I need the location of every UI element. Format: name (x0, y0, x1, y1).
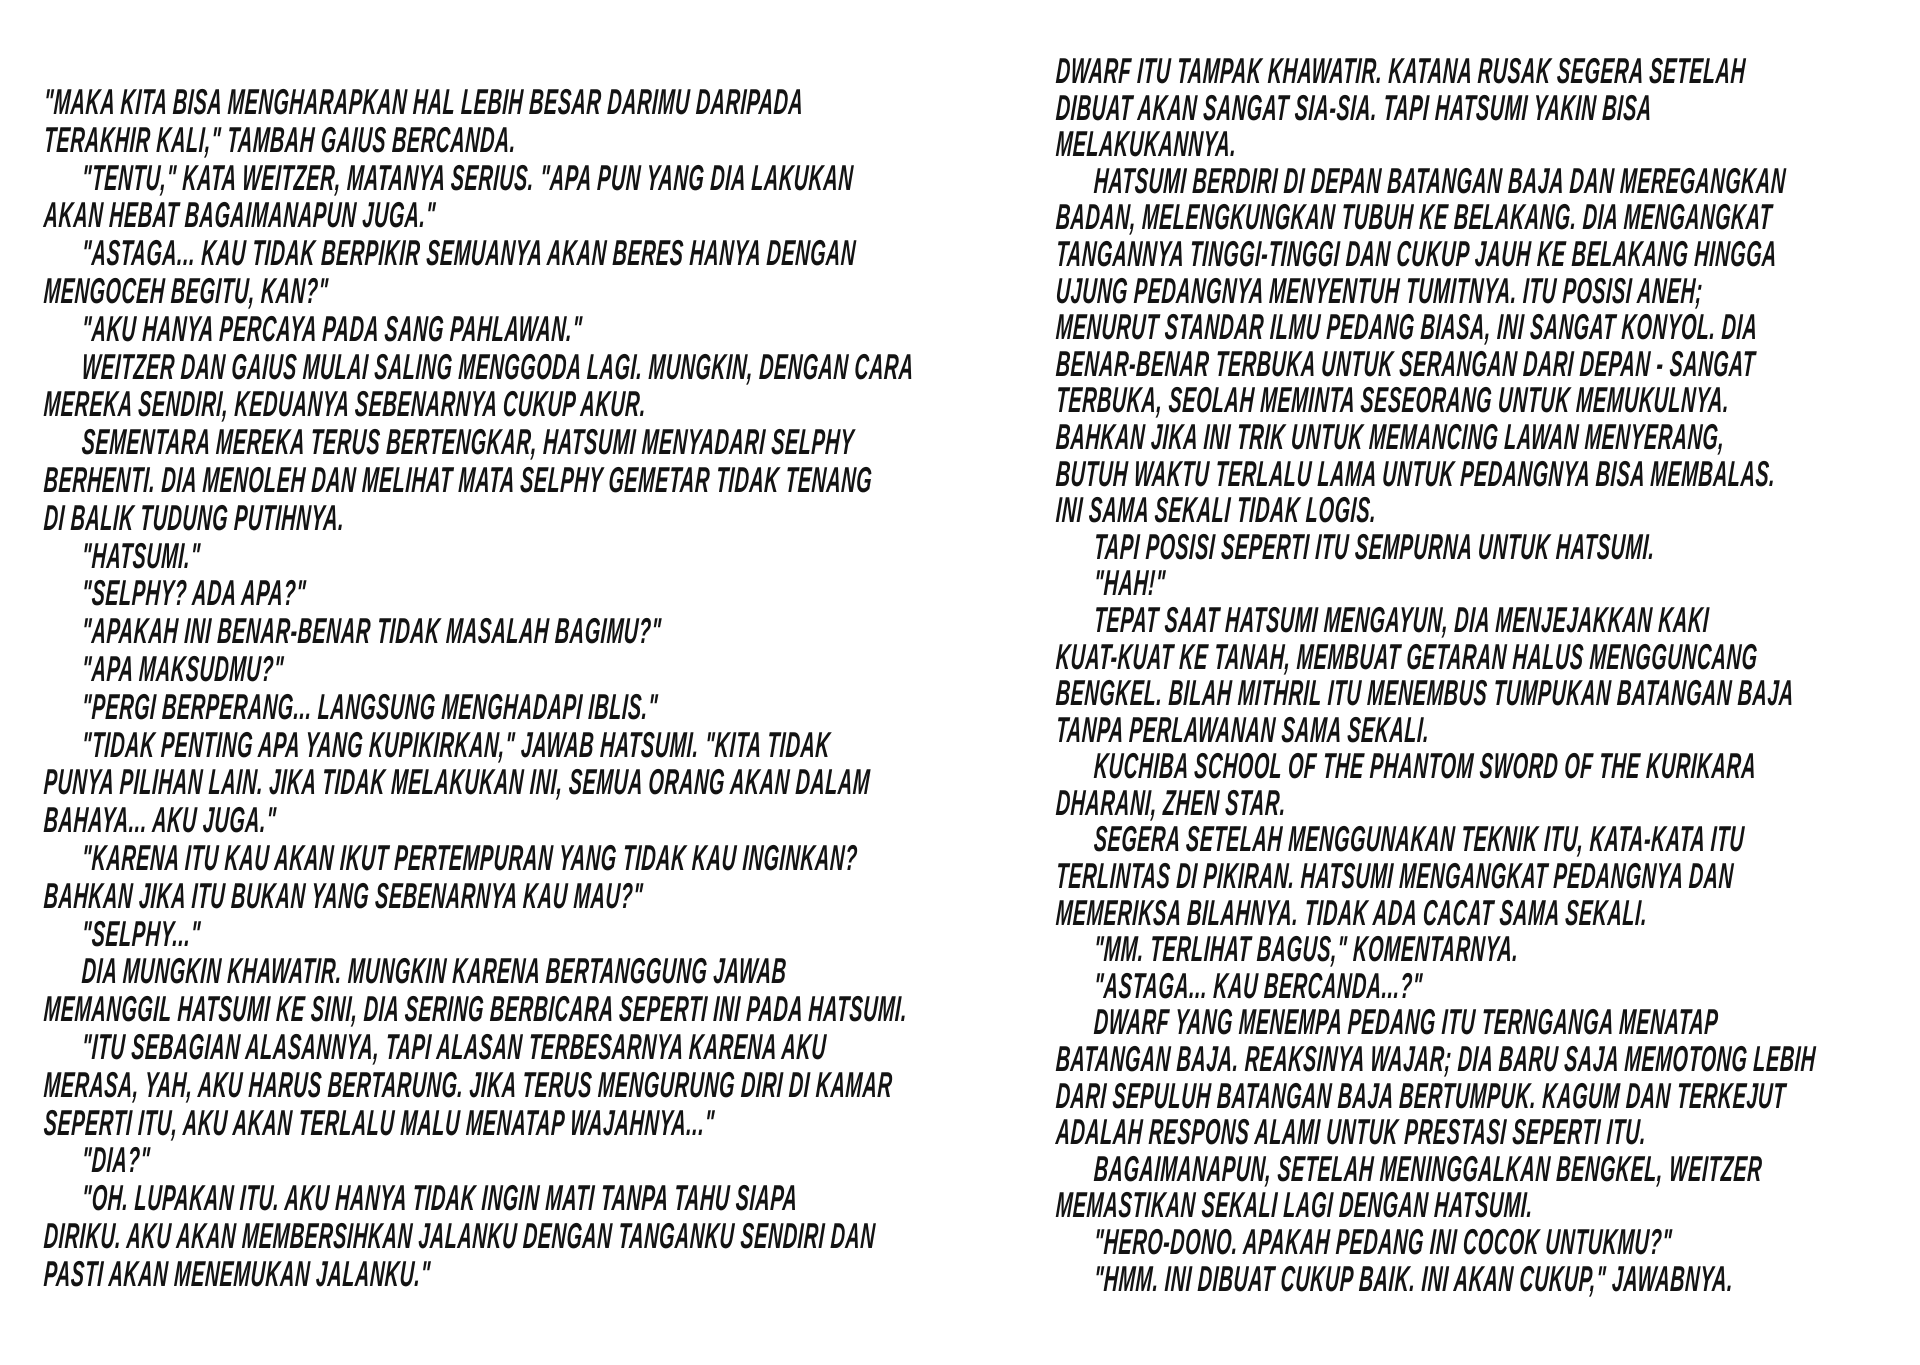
text-line: "OH. LUPAKAN ITU. AKU HANYA TIDAK INGIN MATI TANPA TAHU SIAPA (80, 1177, 799, 1219)
text-line: BENAR-BENAR TERBUKA UNTUK SERANGAN DARI DEPAN - SANGAT (1054, 342, 1757, 384)
text-line: BADAN, MELENGKUNGKAN TUBUH KE BELAKANG. DIA MENGANGKAT (1054, 196, 1774, 238)
text-line: DWARF YANG MENEMPA PEDANG ITU TERNGANGA MENATAP (1092, 1001, 1720, 1043)
text-line: "KARENA ITU KAU AKAN IKUT PERTEMPURAN YANG TIDAK KAU INGINKAN? (80, 836, 859, 878)
text-line: HATSUMI BERDIRI DI DEPAN BATANGAN BAJA DAN MEREGANGKAN (1092, 159, 1788, 201)
text-line: "AKU HANYA PERCAYA PADA SANG PAHLAWAN." (80, 307, 584, 349)
text-line: SEMENTARA MEREKA TERUS BERTENGKAR, HATSUMI MENYADARI SELPHY (80, 421, 856, 463)
text-line: "TIDAK PENTING APA YANG KUPIKIRKAN," JAWAB HATSUMI. "KITA TIDAK (80, 723, 832, 765)
text-line: MENURUT STANDAR ILMU PEDANG BIASA, INI SANGAT KONYOL. DIA (1054, 306, 1759, 348)
text-line: KUCHIBA SCHOOL OF THE PHANTOM SWORD OF THE KURIKARA (1092, 745, 1758, 787)
text-line: BERHENTI. DIA MENOLEH DAN MELIHAT MATA SELPHY GEMETAR TIDAK TENANG (42, 458, 874, 500)
text-line: "HMM. INI DIBUAT CUKUP BAIK. INI AKAN CUKUP," JAWABNYA. (1092, 1257, 1735, 1299)
text-line: MEMANGGIL HATSUMI KE SINI, DIA SERING BERBICARA SEPERTI INI PADA HATSUMI. (42, 988, 909, 1030)
text-line: DIRIKU. AKU AKAN MEMBERSIHKAN JALANKU DENGAN TANGANKU SENDIRI DAN (42, 1214, 877, 1256)
text-line: PUNYA PILIHAN LAIN. JIKA TIDAK MELAKUKAN INI, SEMUA ORANG AKAN DALAM (42, 761, 872, 803)
text-line: WEITZER DAN GAIUS MULAI SALING MENGGODA LAGI. MUNGKIN, DENGAN CARA (80, 345, 916, 387)
text-line: "TENTU," KATA WEITZER, MATANYA SERIUS. "APA PUN YANG DIA LAKUKAN (80, 156, 855, 198)
text-line: INI SAMA SEKALI TIDAK LOGIS. (1054, 489, 1378, 531)
text-line: DIBUAT AKAN SANGAT SIA-SIA. TAPI HATSUMI YAKIN BISA (1054, 86, 1654, 128)
text-line: PASTI AKAN MENEMUKAN JALANKU." (42, 1252, 432, 1294)
text-line: MEREKA SENDIRI, KEDUANYA SEBENARNYA CUKUP AKUR. (42, 383, 648, 425)
text-line: TEPAT SAAT HATSUMI MENGAYUN, DIA MENJEJAKKAN KAKI (1092, 598, 1711, 640)
text-line: "HATSUMI." (80, 534, 202, 576)
text-line: BAHKAN JIKA ITU BUKAN YANG SEBENARNYA KAU MAU?" (42, 874, 645, 916)
text-line: MEMASTIKAN SEKALI LAGI DENGAN HATSUMI. (1054, 1184, 1535, 1226)
text-line: UJUNG PEDANGNYA MENYENTUH TUMITNYA. ITU POSISI ANEH; (1054, 269, 1705, 311)
text-line: MERASA, YAH, AKU HARUS BERTARUNG. JIKA TERUS MENGURUNG DIRI DI KAMAR (42, 1063, 894, 1105)
text-line: "MAKA KITA BISA MENGHARAPKAN HAL LEBIH BESAR DARIMU DARIPADA (42, 81, 805, 122)
text-line: DWARF ITU TAMPAK KHAWATIR. KATANA RUSAK SEGERA SETELAH (1054, 50, 1747, 91)
text-line: DIA MUNGKIN KHAWATIR. MUNGKIN KARENA BERTANGGUNG JAWAB (80, 950, 788, 992)
text-line: TERBUKA, SEOLAH MEMINTA SESEORANG UNTUK MEMUKULNYA. (1054, 379, 1731, 421)
text-line: SEGERA SETELAH MENGGUNAKAN TEKNIK ITU, KATA-KATA ITU (1092, 818, 1746, 860)
text-line: "APAKAH INI BENAR-BENAR TIDAK MASALAH BAGIMU?" (80, 610, 663, 652)
text-line: DARI SEPULUH BATANGAN BAJA BERTUMPUK. KAGUM DAN TERKEJUT (1054, 1074, 1787, 1116)
text-line: TANGANNYA TINGGI-TINGGI DAN CUKUP JAUH KE BELAKANG HINGGA (1054, 232, 1779, 274)
text-line: DI BALIK TUDUNG PUTIHNYA. (42, 496, 346, 538)
text-line: "ASTAGA... KAU BERCANDA...?" (1092, 964, 1424, 1006)
text-line: "ASTAGA... KAU TIDAK BERPIKIR SEMUANYA AKAN BERES HANYA DENGAN (80, 232, 858, 274)
text-line: BENGKEL. BILAH MITHRIL ITU MENEMBUS TUMPUKAN BATANGAN BAJA (1054, 672, 1796, 714)
text-line: "HAH!" (1092, 562, 1167, 604)
text-line: BUTUH WAKTU TERLALU LAMA UNTUK PEDANGNYA BISA MEMBALAS. (1054, 452, 1777, 494)
text-line: "HERO-DONO. APAKAH PEDANG INI COCOK UNTUKMU?" (1092, 1221, 1674, 1262)
text-line: TERLINTAS DI PIKIRAN. HATSUMI MENGANGKAT PEDANGNYA DAN (1054, 855, 1735, 897)
text-line: BAHAYA... AKU JUGA." (42, 799, 278, 841)
text-line: "ITU SEBAGIAN ALASANNYA, TAPI ALASAN TERBESARNYA KARENA AKU (80, 1025, 828, 1067)
text-line: SEPERTI ITU, AKU AKAN TERLALU MALU MENATAP WAJAHNYA..." (42, 1101, 716, 1143)
text-line: TANPA PERLAWANAN SAMA SEKALI. (1054, 708, 1431, 750)
text-line: AKAN HEBAT BAGAIMANAPUN JUGA." (42, 194, 438, 236)
text-line: MELAKUKANNYA. (1054, 123, 1238, 165)
text-line: "SELPHY..." (80, 912, 202, 954)
text-line: TAPI POSISI SEPERTI ITU SEMPURNA UNTUK HATSUMI. (1092, 525, 1657, 567)
text-line: ADALAH RESPONS ALAMI UNTUK PRESTASI SEPERTI ITU. (1054, 1111, 1648, 1153)
text-line: "DIA?" (80, 1139, 152, 1181)
text-line: MEMERIKSA BILAHNYA. TIDAK ADA CACAT SAMA SEKALI. (1054, 891, 1649, 933)
text-line: DHARANI, ZHEN STAR. (1054, 781, 1288, 823)
text-line: MENGOCEH BEGITU, KAN?" (42, 269, 330, 311)
text-line: "MM. TERLIHAT BAGUS," KOMENTARNYA. (1092, 928, 1520, 970)
text-line: "PERGI BERPERANG... LANGSUNG MENGHADAPI IBLIS." (80, 685, 660, 727)
text-line: BAHKAN JIKA INI TRIK UNTUK MEMANCING LAWAN MENYERANG, (1054, 415, 1726, 457)
text-line: "APA MAKSUDMU?" (80, 647, 286, 689)
text-column-right (1054, 50, 1920, 1299)
text-line: KUAT-KUAT KE TANAH, MEMBUAT GETARAN HALUS MENGGUNCANG (1054, 635, 1759, 677)
text-line: "SELPHY? ADA APA?" (80, 572, 308, 614)
text-line: BATANGAN BAJA. REAKSINYA WAJAR; DIA BARU SAJA MEMOTONG LEBIH (1054, 1038, 1817, 1080)
text-line: BAGAIMANAPUN, SETELAH MENINGGALKAN BENGKEL, WEITZER (1092, 1147, 1764, 1189)
text-line: TERAKHIR KALI," TAMBAH GAIUS BERCANDA. (42, 118, 518, 160)
